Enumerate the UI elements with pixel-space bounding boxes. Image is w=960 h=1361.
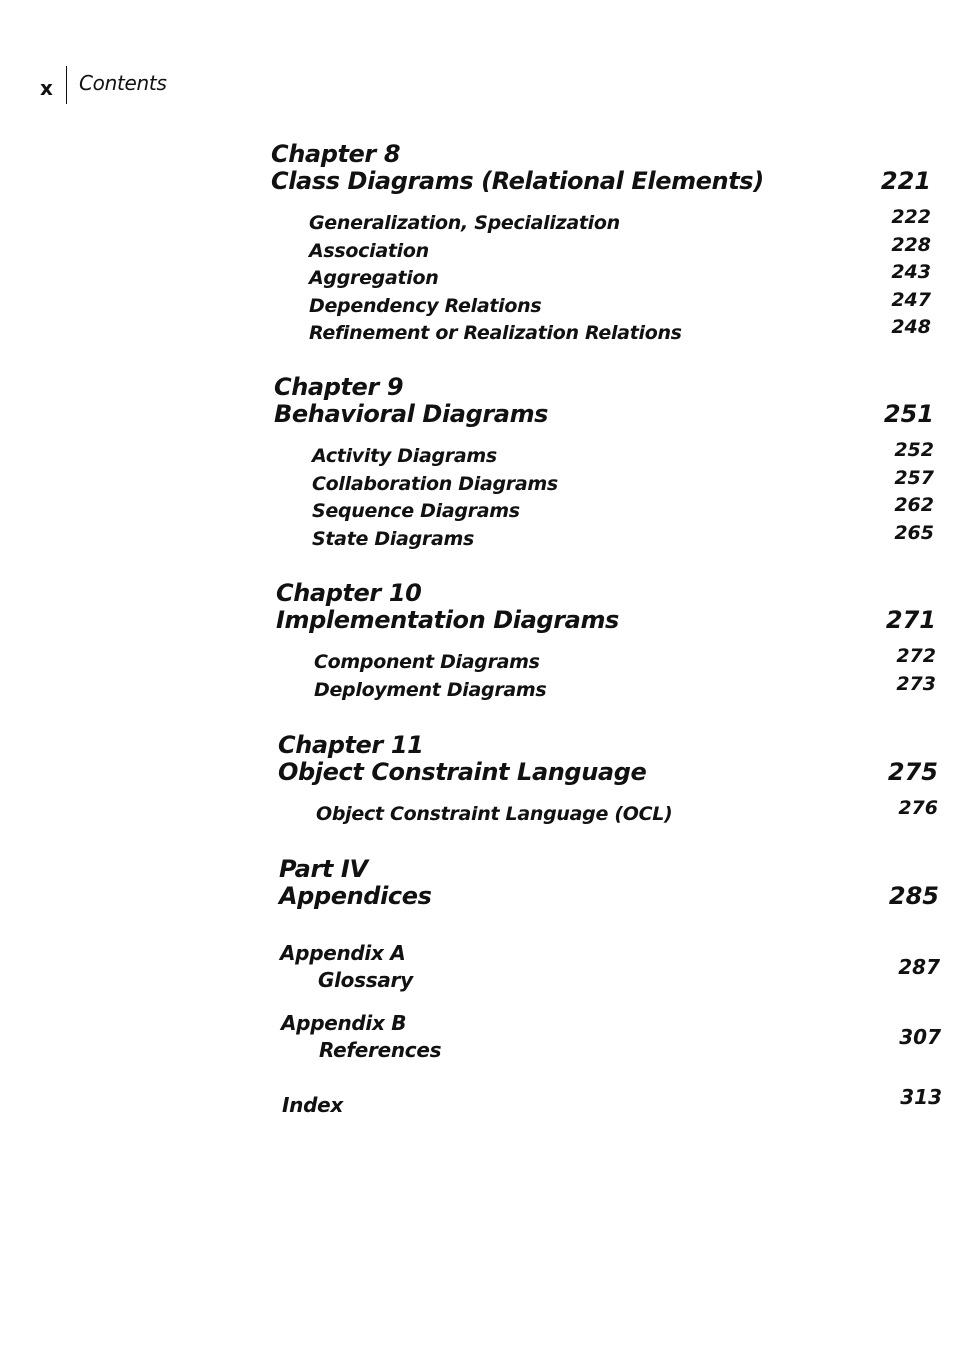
chapter-label: Chapter 10 bbox=[276, 579, 422, 607]
part-page-number: 285 bbox=[888, 882, 939, 910]
chapter-9 bbox=[274, 374, 934, 554]
chapter-label: Chapter 11 bbox=[278, 731, 424, 759]
chapter-page-number: 271 bbox=[885, 606, 936, 634]
section-list bbox=[276, 645, 936, 705]
entry-page-number: 273 bbox=[896, 672, 936, 695]
toc-entry[interactable] bbox=[271, 288, 931, 322]
toc-entry[interactable] bbox=[276, 672, 936, 706]
entry-title: Activity Diagrams bbox=[312, 445, 497, 467]
chapter-page-number: 251 bbox=[883, 400, 934, 428]
entry-page-number: 262 bbox=[894, 494, 934, 516]
toc-entry[interactable] bbox=[278, 797, 938, 830]
index-title: Index bbox=[282, 1093, 343, 1117]
appendix-a[interactable] bbox=[280, 940, 940, 996]
entry-page-number: 248 bbox=[891, 316, 931, 338]
chapter-label: Chapter 9 bbox=[274, 373, 404, 401]
index-entry[interactable] bbox=[282, 1085, 942, 1122]
entry-page-number: 257 bbox=[894, 466, 934, 489]
toc-entry[interactable] bbox=[274, 521, 934, 555]
entry-page-number: 272 bbox=[896, 645, 936, 667]
appendix-label: Appendix A bbox=[280, 941, 406, 965]
appendix-title: Glossary bbox=[318, 968, 413, 992]
entry-page-number: 228 bbox=[891, 233, 931, 256]
toc-entry[interactable] bbox=[274, 494, 934, 527]
chapter-title[interactable]: Object Constraint Language bbox=[278, 758, 647, 786]
entry-title: Deployment Diagrams bbox=[314, 678, 547, 701]
toc-entry[interactable] bbox=[271, 316, 931, 349]
chapter-title[interactable]: Implementation Diagrams bbox=[276, 606, 619, 634]
toc-entry[interactable] bbox=[276, 645, 936, 678]
entry-title: State Diagrams bbox=[312, 527, 474, 550]
toc-entry[interactable] bbox=[271, 261, 931, 294]
entry-title: Refinement or Realization Relations bbox=[309, 322, 682, 344]
toc-entry[interactable] bbox=[274, 439, 934, 472]
chapter-title[interactable]: Behavioral Diagrams bbox=[274, 400, 549, 428]
chapter-11 bbox=[278, 732, 938, 830]
toc-entry[interactable] bbox=[274, 466, 934, 500]
page-folio: x bbox=[40, 76, 53, 100]
entry-title: Association bbox=[309, 239, 429, 262]
entry-page-number: 243 bbox=[891, 261, 931, 283]
part-label: Part IV bbox=[279, 855, 368, 883]
appendix-title: References bbox=[319, 1038, 442, 1062]
running-head: Contents bbox=[79, 71, 167, 95]
entry-title: Aggregation bbox=[309, 267, 439, 289]
toc-entry[interactable] bbox=[271, 206, 931, 239]
entry-title: Collaboration Diagrams bbox=[312, 472, 558, 495]
section-list bbox=[278, 797, 938, 830]
chapter-8 bbox=[271, 141, 931, 349]
chapter-10 bbox=[276, 580, 936, 705]
entry-page-number: 222 bbox=[891, 206, 931, 228]
chapter-page-number: 275 bbox=[887, 758, 938, 786]
chapter-page-number: 221 bbox=[880, 167, 931, 195]
appendix-b[interactable] bbox=[281, 1010, 941, 1066]
entry-title: Dependency Relations bbox=[309, 294, 542, 317]
toc-entry[interactable] bbox=[271, 233, 931, 267]
chapter-label: Chapter 8 bbox=[271, 140, 401, 168]
appendix-page-number: 307 bbox=[899, 1025, 941, 1049]
section-list bbox=[274, 439, 934, 554]
part-iv bbox=[279, 856, 939, 910]
entry-title: Sequence Diagrams bbox=[312, 500, 520, 522]
entry-title: Generalization, Specialization bbox=[309, 212, 620, 234]
entry-page-number: 252 bbox=[894, 439, 934, 461]
appendix-page-number: 287 bbox=[898, 955, 940, 979]
section-list bbox=[271, 206, 931, 349]
appendix-label: Appendix B bbox=[281, 1011, 407, 1035]
entry-page-number: 265 bbox=[894, 521, 934, 544]
entry-page-number: 276 bbox=[898, 797, 938, 819]
index-page-number: 313 bbox=[900, 1085, 942, 1109]
entry-title: Object Constraint Language (OCL) bbox=[316, 803, 673, 825]
part-title[interactable]: Appendices bbox=[279, 882, 432, 910]
chapter-title[interactable]: Class Diagrams (Relational Elements) bbox=[271, 167, 764, 195]
entry-title: Component Diagrams bbox=[314, 651, 540, 673]
entry-page-number: 247 bbox=[891, 288, 931, 311]
